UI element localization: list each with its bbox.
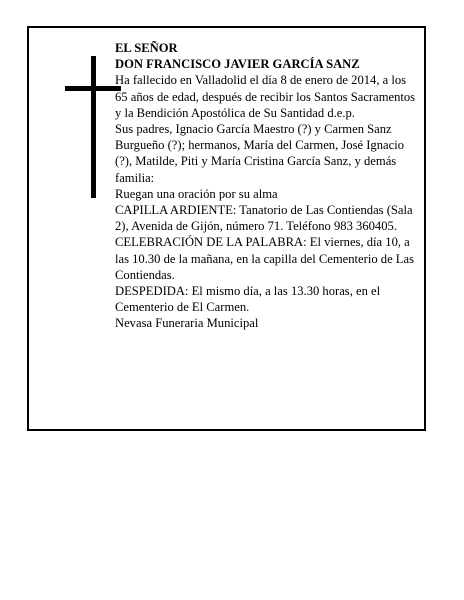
farewell-info: DESPEDIDA: El mismo día, a las 13.30 horas, en el Cementerio de El Carmen. xyxy=(115,284,381,315)
notice-heading: EL SEÑOR xyxy=(115,41,178,55)
family-list: Sus padres, Ignacio García Maestro (?) y Carmen Sanz Burgueño (?); hermanos, María del Carmen, José Ignacio (?), Matilde, Piti y María Cristina García Sanz, y demás familia: xyxy=(115,122,404,185)
latin-cross-icon xyxy=(65,56,121,198)
notice-text xyxy=(115,40,420,332)
prayer-request: Ruegan una oración por su alma xyxy=(115,186,278,201)
funeral-chapel-info: CAPILLA ARDIENTE: Tanatorio de Las Contiendas (Sala 2), Avenida de Gijón, número 71. Teléfono 983 360405. xyxy=(115,203,413,234)
funeral-home: Nevasa Funeraria Municipal xyxy=(115,316,259,331)
cross-horizontal-bar xyxy=(65,86,121,91)
ceremony-info: CELEBRACIÓN DE LA PALABRA: El viernes, día 10, a las 10.30 de la mañana, en la capilla del Cementerio de Las Contiendas. xyxy=(115,235,414,282)
cross-vertical-bar xyxy=(91,56,96,198)
obituary-notice xyxy=(27,26,426,431)
deceased-name: DON FRANCISCO JAVIER GARCÍA SANZ xyxy=(115,57,360,72)
death-announcement: Ha fallecido en Valladolid el día 8 de enero de 2014, a los 65 años de edad, después de recibir los Santos Sacramentos y la Bendición Apostólica de Su Santidad d.e.p. xyxy=(115,73,416,120)
